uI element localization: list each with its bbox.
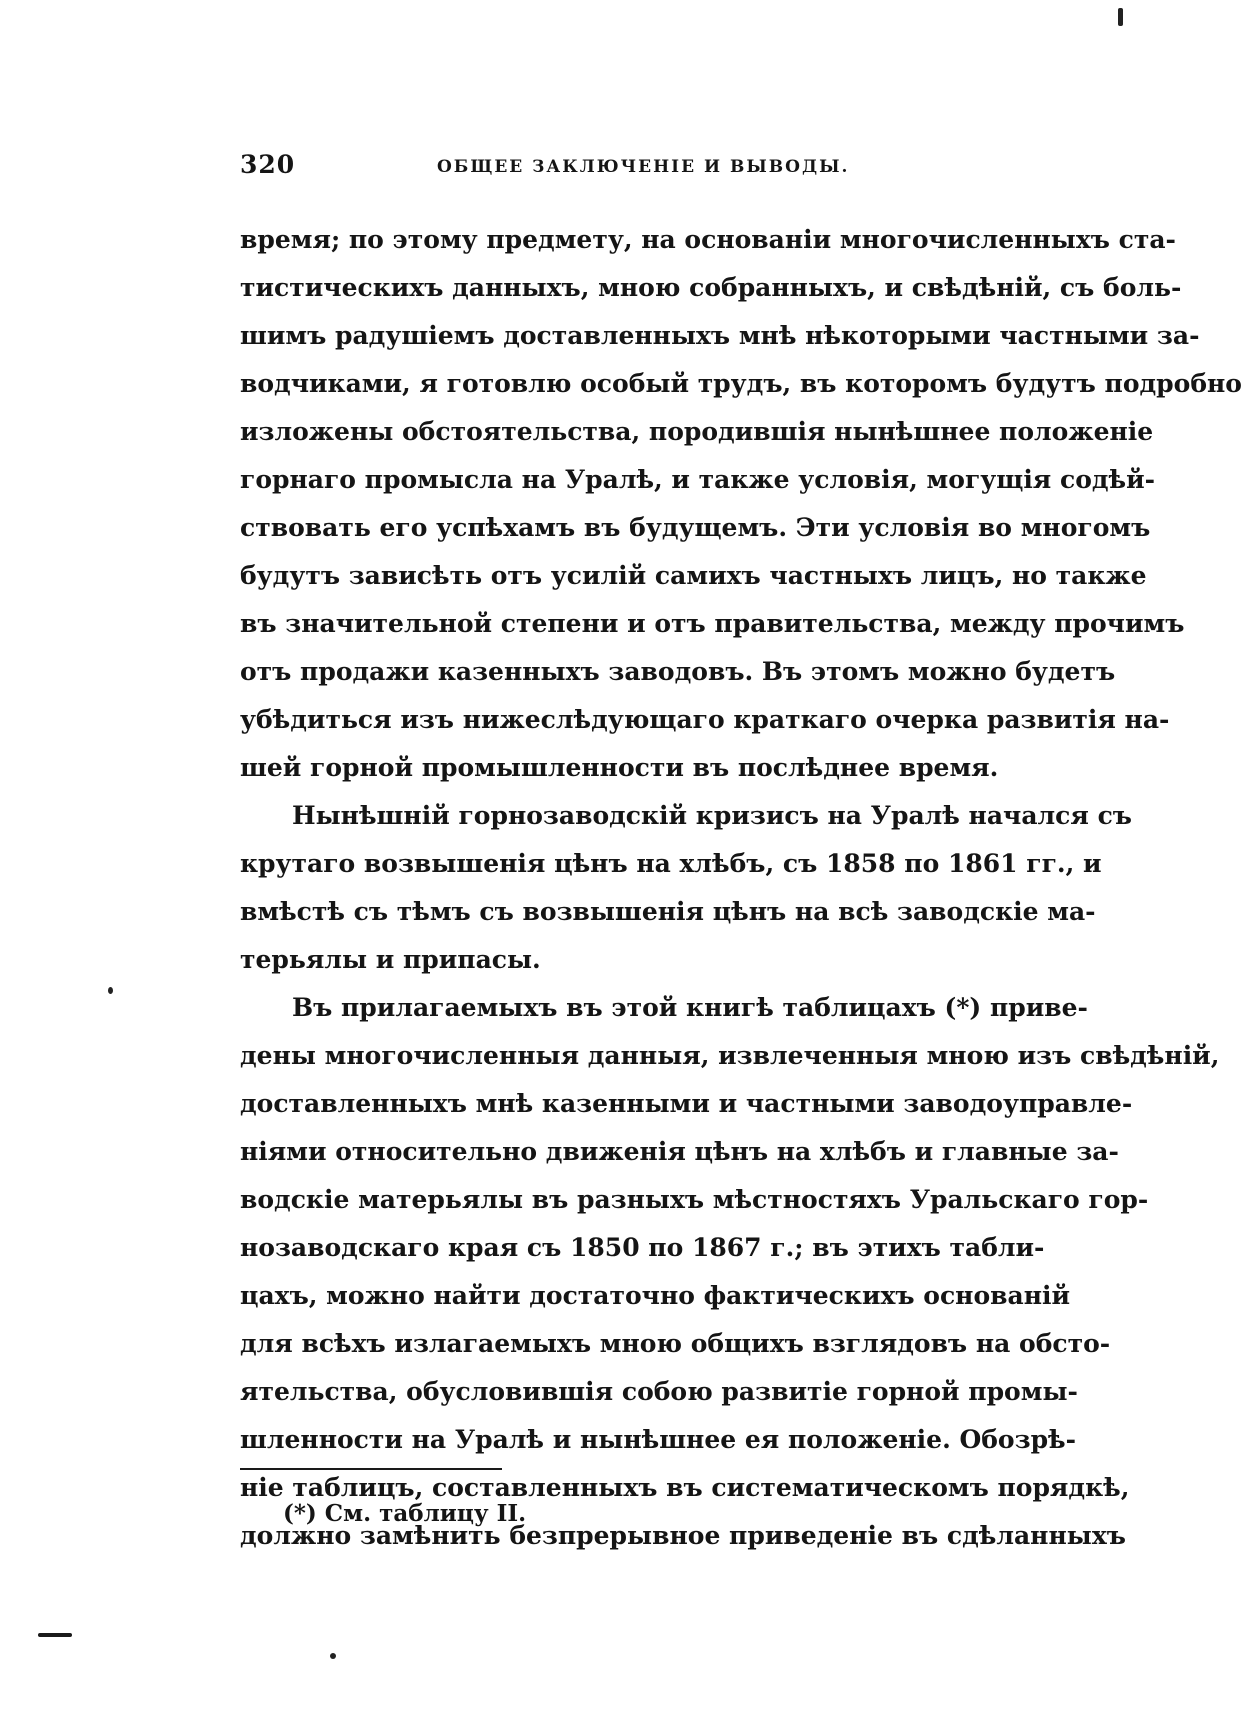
text-line: изложены обстоятельства, породившія нынѣшнее положеніе <box>240 417 1154 446</box>
text-line: въ значительной степени и отъ правительства, между прочимъ <box>240 609 1185 638</box>
text-line: ніе таблицъ, составленныхъ въ систематическомъ порядкѣ, <box>240 1473 1130 1502</box>
text-line: время; по этому предмету, на основаніи многочисленныхъ ста- <box>240 225 1176 254</box>
text-line: Нынѣшній горнозаводскій кризисъ на Уралѣ начался съ <box>292 801 1132 830</box>
text-line: будутъ зависѣть отъ усилій самихъ частныхъ лицъ, но также <box>240 561 1147 590</box>
text-line: шимъ радушіемъ доставленныхъ мнѣ нѣкоторыми частными за- <box>240 321 1200 350</box>
text-line: убѣдиться изъ нижеслѣдующаго краткаго очерка развитія на- <box>240 705 1170 734</box>
scan-speck <box>108 987 113 994</box>
scan-dash-mark <box>38 1633 72 1637</box>
paragraph <box>240 792 1132 984</box>
text-line: шей горной промышленности въ послѣднее время. <box>240 753 999 782</box>
text-line: крутаго возвышенія цѣнъ на хлѣбъ, съ 1858 по 1861 гг., и <box>240 849 1102 878</box>
paragraph <box>240 216 1242 792</box>
scan-speck <box>330 1653 336 1659</box>
text-line: тистическихъ данныхъ, мною собранныхъ, и свѣдѣній, съ боль- <box>240 273 1182 302</box>
text-line: терьялы и припасы. <box>240 945 541 974</box>
text-line: вмѣстѣ съ тѣмъ съ возвышенія цѣнъ на всѣ заводскіе ма- <box>240 897 1096 926</box>
scan-speck <box>1118 8 1123 26</box>
page-header <box>240 150 1030 190</box>
paragraph <box>240 984 1220 1560</box>
page-number: 320 <box>240 150 296 179</box>
text-line: дены многочисленныя данныя, извлеченныя мною изъ свѣдѣній, <box>240 1041 1220 1070</box>
text-line: отъ продажи казенныхъ заводовъ. Въ этомъ можно будетъ <box>240 657 1116 686</box>
text-line: доставленныхъ мнѣ казенными и частными заводоуправле- <box>240 1089 1133 1118</box>
text-line: ствовать его успѣхамъ въ будущемъ. Эти условія во многомъ <box>240 513 1151 542</box>
footnote-divider <box>240 1468 502 1470</box>
text-line: водчиками, я готовлю особый трудъ, въ которомъ будутъ подробно <box>240 369 1242 398</box>
text-line: ятельства, обусловившія собою развитіе горной промы- <box>240 1377 1078 1406</box>
text-line: горнаго промысла на Уралѣ, и также условія, могущія содѣй- <box>240 465 1156 494</box>
text-line: ніями относительно движенія цѣнъ на хлѣбъ и главные за- <box>240 1137 1119 1166</box>
text-line: водскіе матерьялы въ разныхъ мѣстностяхъ Уральскаго гор- <box>240 1185 1149 1214</box>
text-line: шленности на Уралѣ и нынѣшнее ея положеніе. Обозрѣ- <box>240 1425 1076 1454</box>
running-title: ОБЩЕЕ ЗАКЛЮЧЕНІЕ И ВЫВОДЫ. <box>437 157 850 177</box>
body-text <box>240 216 1242 1560</box>
text-line: Въ прилагаемыхъ въ этой книгѣ таблицахъ (*) приве- <box>292 993 1088 1022</box>
text-line: должно замѣнить безпрерывное приведеніе въ сдѣланныхъ <box>240 1521 1126 1550</box>
text-line: для всѣхъ излагаемыхъ мною общихъ взглядовъ на обсто- <box>240 1329 1111 1358</box>
footnote: (*) См. таблицу II. <box>283 1500 527 1527</box>
text-line: цахъ, можно найти достаточно фактическихъ основаній <box>240 1281 1071 1310</box>
text-line: нозаводскаго края съ 1850 по 1867 г.; въ этихъ табли- <box>240 1233 1045 1262</box>
